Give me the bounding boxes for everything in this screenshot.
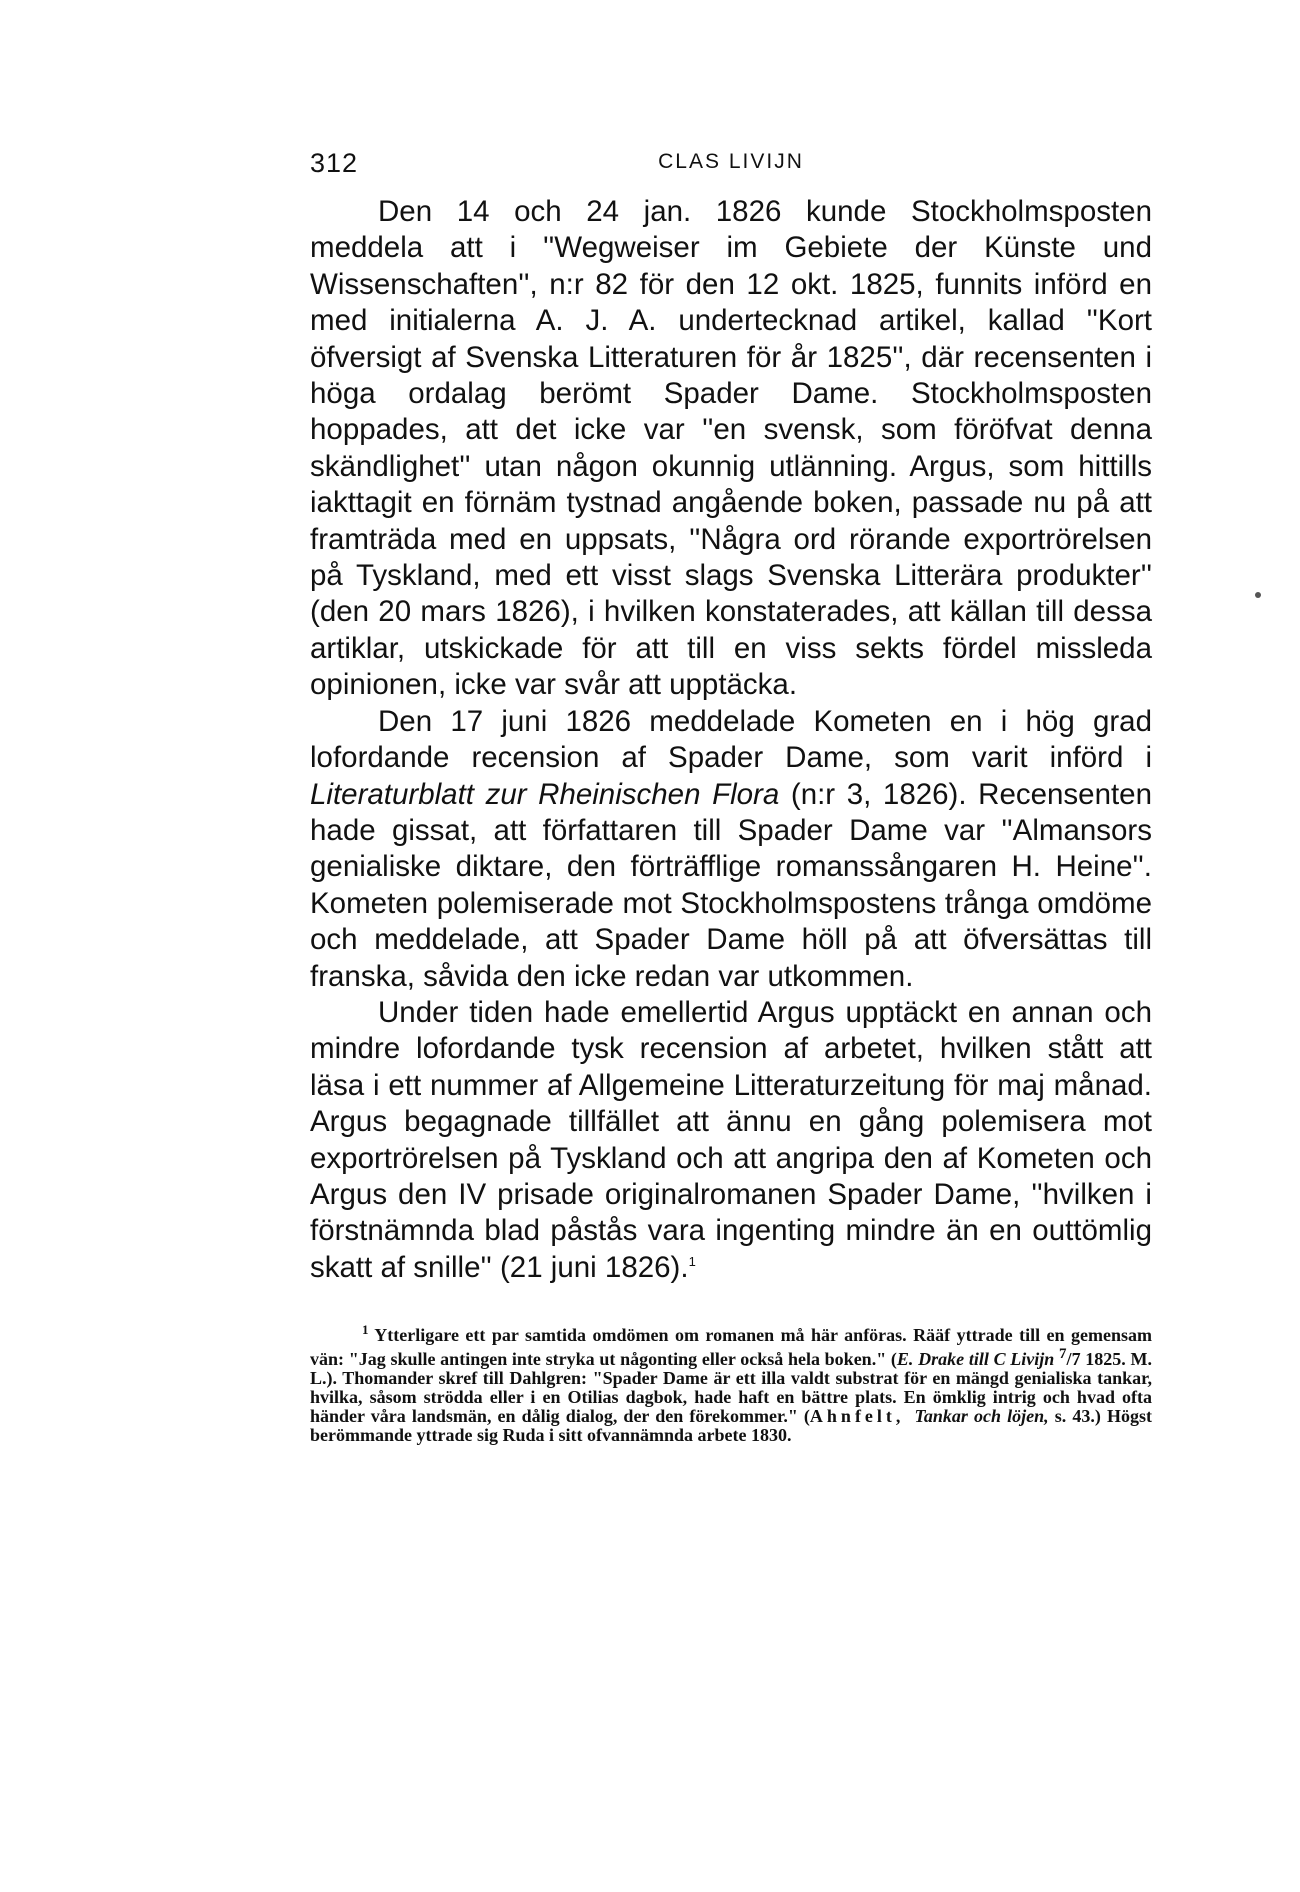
footnote-date-numerator: 7 xyxy=(1059,1346,1067,1362)
running-title: CLAS LIVIJN xyxy=(658,150,804,173)
journal-title: Literaturblatt zur Rheinischen Flora xyxy=(310,777,780,811)
footnote-reference: 1 xyxy=(688,1253,696,1269)
paragraph-2 xyxy=(310,704,1152,995)
footnote-work-italic: Tankar och löjen, xyxy=(914,1406,1049,1426)
footnote-source-italic: E. Drake till C Livijn xyxy=(896,1349,1055,1369)
paragraph-2-text-a: Den 17 juni 1826 meddelade Kometen en i hög grad lofordande recension af Spader Dame, som varit införd i xyxy=(310,704,1152,775)
running-head xyxy=(310,148,1152,182)
footnote-author: Ahnfelt, xyxy=(809,1406,915,1426)
footnote-text-a: Ytterligare ett par samtida omdömen om romanen må här anföras. Rääf yttrade till en gemensam vän: "Jag skulle antingen inte stryka ut någonting eller också hela boken." ( xyxy=(310,1325,1152,1369)
paragraph-1: Den 14 och 24 jan. 1826 kunde Stockholmsposten meddela att i ''Wegweiser im Gebiete der Künste und Wissenschaften'', n:r 82 för den 12 okt. 1825, funnits införd en med initialerna A. J. A. undertecknad artikel, kallad ''Kort öfversigt af Svenska Litteraturen för år 1825'', där recensenten i höga ordalag berömt Spader Dame. Stockholmsposten hoppades, att det icke var ''en svensk, som föröfvat denna skändlighet'' utan någon okunnig utlänning. Argus, som hittills iakttagit en förnäm tystnad angående boken, passade nu på att framträda med en uppsats, ''Några ord rörande exportrörelsen på Tyskland, med ett visst slags Svenska Litterära produkter'' (den 20 mars 1826), i hvilken konstaterades, att källan till dessa artiklar, utskickade för att till en viss sekts fördel missleda opinionen, icke var svår att upptäcka. xyxy=(310,195,1152,702)
paragraph-3-text: Under tiden hade emellertid Argus upptäckt en annan och mindre lofordande tysk recension af arbetet, hvilken stått att läsa i ett nummer af Allgemeine Litteraturzeitung för maj månad. Argus begagnade tillfället att ännu en gång polemisera mot exportrörelsen på Tyskland och att angripa den af Kometen och Argus den IV prisade originalromanen Spader Dame, ''hvilken i förstnämnda blad påstås vara ingenting mindre än en outtömlig skatt af snille'' (21 juni 1826). xyxy=(310,995,1152,1284)
footnote-date-denominator: 7 xyxy=(1071,1349,1081,1369)
paragraph-3 xyxy=(310,995,1152,1286)
page-number: 312 xyxy=(310,148,359,178)
main-text xyxy=(310,194,1152,1286)
footnote-paragraph: $^1$ Ytterligare ett par samtida omdömen om romanen må här anföras. Rääf yttrade till en gemensam vän: "Jag skulle antingen inte stryka ut någonting eller också hela boken." (E. Drake till C Livijn $^7$/7 1825. M. L.). Thomander skref till Dahlgren: "Spader Dame är ett illa valdt substrat för en mängd genialiska tankar, hvilka, såsom strödda eller i en Otilias dagbok, hade haft en bättre plats. En ömklig intrig och hvad ofta händer våra landsmän, en dålig dialog, der den förekommer." (Ahnfelt, Tankar och löjen, s. 43.) Högst berömmande yttrade sig Ruda i sitt ofvannämnda arbete 1830. xyxy=(310,1322,1152,1445)
scan-speck xyxy=(1255,592,1261,598)
footnote xyxy=(310,1322,1152,1445)
footnote-marker: 1 xyxy=(362,1322,369,1337)
footnote-text-c: s. 43.) Högst berömmande yttrade sig Ruda i sitt ofvannämnda arbete 1830. xyxy=(310,1406,1152,1445)
paragraph-2-text-b: (n:r 3, 1826). Recensenten hade gissat, att författaren till Spader Dame var ''Almansors genialiske diktare, den förträfflige romanssångaren H. Heine''. Kometen polemiserade mot Stockholmspostens trånga omdöme och meddelade, att Spader Dame höll på att öfversättas till franska, såvida den icke redan var utkommen. xyxy=(310,777,1152,993)
footnote-text-b: 1825. M. L.). Thomander skref till Dahlgren: "Spader Dame är ett illa valdt substrat för en mängd genialiska tankar, hvilka, såsom strödda eller i en Otilias dagbok, hade haft en bättre plats. En ömklig intrig och hvad ofta händer våra landsmän, en dålig dialog, der den förekommer." ( xyxy=(310,1349,1152,1426)
